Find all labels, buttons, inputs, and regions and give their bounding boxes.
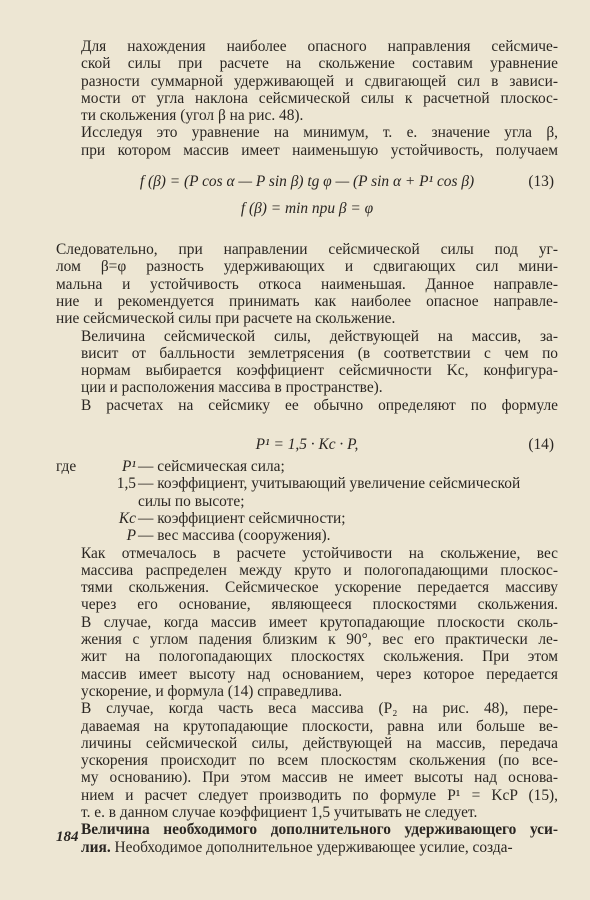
formula-14 xyxy=(56,432,558,458)
formula-13-condition-expression: f (β) = min при β = φ xyxy=(240,200,374,218)
definition-symbol: Kс xyxy=(118,509,136,527)
paragraph-1: Для нахождения наиболее опасного направления сейсмиче- ской силы при расчете на скольжение составим уравнение разности суммарной удерживающей и сдвигающей сил в зависи- мости от угла наклона сейсмической силы к расчетной плоскос- ти скольжения (угол β на рис. 48). xyxy=(81,38,558,125)
formula-13-condition xyxy=(56,197,558,221)
paragraph-3: Следовательно, при направлении сейсмической силы под уг- лом β=φ разность удерживающих и сдвигающих сил мини- мальна и устойчивость откоса наименьшая. Данное направле- ние и рекомендуется принимать как наиболее опасное направле- ние сейсмической силы при расчете на скольжение. xyxy=(56,241,558,328)
formula-14-number: (14) xyxy=(528,436,554,454)
paragraph-7: В случае, когда часть веса массива (P₂ на рис. 48), пере- даваемая на крутопадающие плоскости, равна или больше ве- личины сейсмической силы, действующей на массив, передача ускорения происходит по всем плоскостям скольжения (по все- му основанию). При этом массив не имеет высоты над основа- нием и расчет следует производить по формуле P¹ = KсP (15), т. е. в данном случае коэффициент 1,5 учитывать не следует. xyxy=(81,700,558,821)
definition-text: — коэффициент сейсмичности; xyxy=(138,509,346,527)
formula-13 xyxy=(56,169,558,195)
paragraph-6: Как отмечалось в расчете устойчивости на скольжение, вес массива распределен между круто и пологопадающими плоскос- тями скольжения. Сейсмическое ускорение передается массиву через его основание, являющееся плоскостями скольжения. В случае, когда массив имеет крутопадающие плоскости сколь- жения с углом падения близким к 90°, вес его практически ле- жит на пологопадающих плоскостях скольжения. При этом массив имеет высоту над основанием, через которое передается ускорение, и формула (14) справедлива. xyxy=(81,544,558,700)
definition-text: — вес массива (сооружения). xyxy=(138,527,331,545)
definition-symbol: P¹ xyxy=(121,458,136,476)
section-heading-end: лия. xyxy=(81,838,111,856)
definition-text: — сейсмическая сила; xyxy=(138,458,285,476)
paragraph-8: Величина необходимого дополнительного удерживающего уси- лия. Необходимое дополнительное удерживающее усилие, созда- xyxy=(56,821,558,856)
paragraph-2: Исследуя это уравнение на минимум, т. е. значение угла β, при котором массив имеет наименьшую устойчивость, получаем xyxy=(81,124,558,159)
page-number: 184 xyxy=(56,829,79,845)
definition-row-continuation xyxy=(56,493,558,510)
definitions-lead: где xyxy=(56,458,77,476)
paragraph-4: Величина сейсмической силы, действующей на массив, за- висит от балльности землетрясения (в соответствии с чем по нормам выбирается коэффициент сейсмичности Kс, конфигура- ции и расположения массива в пространстве). xyxy=(81,327,558,397)
definition-text: силы по высоте; xyxy=(138,492,245,510)
definition-text: — коэффициент, учитывающий увеличение сейсмической xyxy=(138,475,521,493)
definition-row xyxy=(56,527,558,544)
formula-13-expression: f (β) = (P cos α — P sin β) tg φ — (P sin α + P¹ cos β) xyxy=(139,173,475,191)
definition-symbol: P xyxy=(126,527,136,545)
definition-symbol: 1,5 xyxy=(116,475,136,493)
definition-row xyxy=(56,475,558,492)
formula-14-expression: P¹ = 1,5 · Kс · P, xyxy=(255,436,359,454)
definition-row xyxy=(56,510,558,527)
section-heading: Величина необходимого дополнительного удерживающего уси- xyxy=(81,821,558,839)
formula-13-number: (13) xyxy=(528,173,554,191)
symbol-definitions xyxy=(56,458,558,544)
paragraph-5: В расчетах на сейсмику ее обычно определяют по формуле xyxy=(81,396,558,414)
definition-row xyxy=(56,458,558,475)
